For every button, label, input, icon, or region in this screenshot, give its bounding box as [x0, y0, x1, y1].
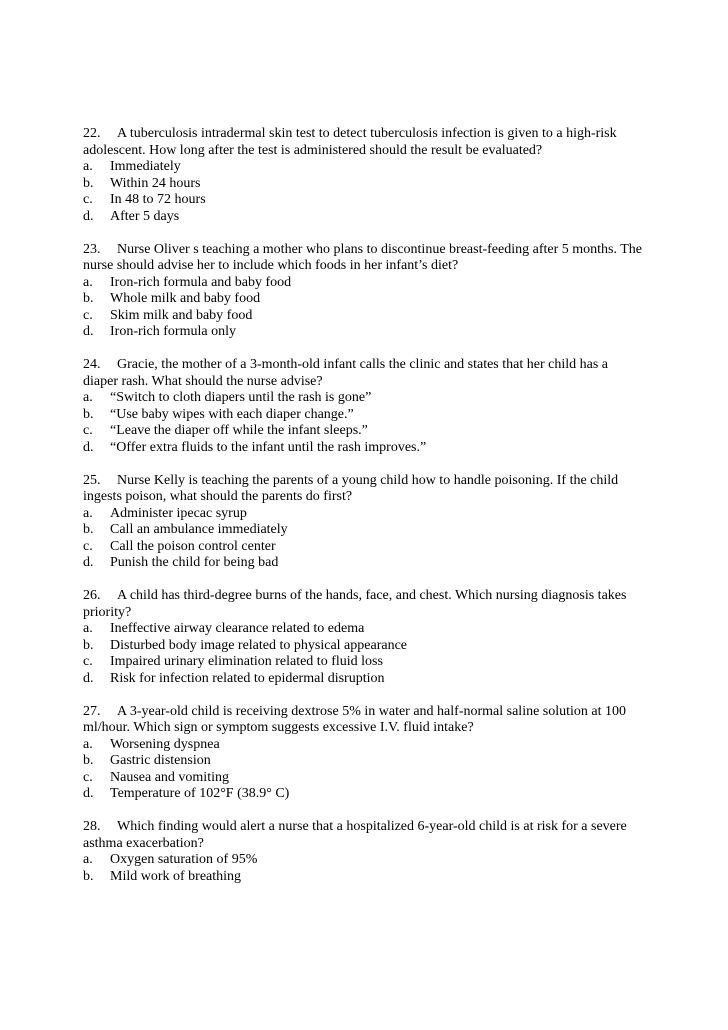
answer-option-a: [83, 159, 643, 176]
option-letter: d.: [83, 670, 94, 686]
question-stem: [83, 588, 643, 621]
option-text: Iron-rich formula only: [110, 324, 236, 339]
question-28: [83, 819, 643, 885]
option-letter: b.: [83, 406, 94, 422]
option-text: Temperature of 102°F (38.9° C): [110, 786, 290, 801]
answer-option-c: [83, 192, 643, 209]
question-text: Gracie, the mother of a 3-month-old infant calls the clinic and states that her child has a diaper rash. What should the nurse advise?: [83, 357, 608, 389]
question-number: 23.: [83, 241, 101, 257]
option-letter: a.: [83, 736, 93, 752]
answer-options: [83, 852, 643, 885]
option-letter: d.: [83, 786, 94, 801]
option-letter: b.: [83, 291, 94, 306]
option-text: Immediately: [110, 159, 181, 174]
question-stem: [83, 819, 643, 852]
option-text: Nausea and vomiting: [110, 769, 229, 785]
answer-option-a: [83, 737, 643, 754]
option-text: Worsening dyspnea: [110, 736, 220, 752]
option-letter: d.: [83, 324, 94, 339]
answer-options: [83, 390, 643, 456]
answer-options: [83, 737, 643, 803]
answer-option-a: [83, 506, 643, 523]
option-text: “Switch to cloth diapers until the rash is gone”: [110, 390, 372, 405]
question-text: A 3-year-old child is receiving dextrose 5% in water and half-normal saline solution at 100 ml/hour. Which sign or symptom suggests excessive I.V. fluid intake?: [83, 703, 627, 735]
option-letter: d.: [83, 208, 94, 224]
answer-option-a: [83, 390, 643, 407]
question-number: 22.: [83, 126, 101, 141]
answer-option-b: [83, 638, 643, 655]
answer-option-d: [83, 440, 643, 457]
option-text: Gastric distension: [110, 753, 211, 768]
answer-options: [83, 159, 643, 225]
question-stem: [83, 704, 643, 737]
option-text: Skim milk and baby food: [110, 307, 253, 323]
option-letter: c.: [83, 769, 93, 785]
answer-options: [83, 275, 643, 341]
question-25: [83, 473, 643, 572]
answer-option-d: [83, 555, 643, 572]
answer-option-c: [83, 770, 643, 787]
question-text: Which finding would alert a nurse that a hospitalized 6-year-old child is at risk for a severe asthma exacerbation?: [83, 819, 627, 851]
answer-option-b: [83, 869, 643, 886]
question-23: [83, 242, 643, 341]
option-letter: a.: [83, 274, 93, 290]
option-letter: a.: [83, 621, 93, 636]
option-letter: d.: [83, 439, 94, 455]
option-letter: c.: [83, 192, 93, 207]
option-text: “Use baby wipes with each diaper change.”: [110, 406, 354, 422]
option-text: “Leave the diaper off while the infant sleeps.”: [110, 423, 368, 438]
option-text: Mild work of breathing: [110, 868, 242, 884]
question-number: 25.: [83, 472, 101, 488]
option-text: Call an ambulance immediately: [110, 522, 288, 537]
option-text: Punish the child for being bad: [110, 555, 279, 570]
question-text: Nurse Oliver s teaching a mother who plans to discontinue breast-feeding after 5 months. The nurse should advise her to include which foods in her infant’s diet?: [83, 241, 642, 273]
option-letter: d.: [83, 555, 94, 570]
answer-option-c: [83, 308, 643, 325]
answer-option-b: [83, 407, 643, 424]
option-letter: b.: [83, 868, 94, 884]
question-stem: [83, 473, 643, 506]
question-27: [83, 704, 643, 803]
option-text: After 5 days: [110, 208, 180, 224]
question-number: 24.: [83, 357, 101, 372]
answer-option-a: [83, 621, 643, 638]
option-text: Within 24 hours: [110, 175, 201, 191]
answer-option-d: [83, 671, 643, 688]
option-text: Call the poison control center: [110, 538, 276, 554]
option-text: “Offer extra fluids to the infant until the rash improves.”: [110, 439, 427, 455]
option-letter: c.: [83, 307, 93, 323]
question-text: A tuberculosis intradermal skin test to detect tuberculosis infection is given to a high-risk adolescent. How long after the test is administered should the result be evaluated?: [83, 126, 617, 158]
option-letter: b.: [83, 175, 94, 191]
option-letter: a.: [83, 505, 93, 521]
answer-option-b: [83, 291, 643, 308]
answer-option-a: [83, 852, 643, 869]
option-text: Administer ipecac syrup: [110, 505, 247, 521]
question-24: [83, 357, 643, 456]
answer-option-c: [83, 539, 643, 556]
question-number: 27.: [83, 703, 101, 719]
question-26: [83, 588, 643, 687]
option-text: Risk for infection related to epidermal disruption: [110, 670, 385, 686]
option-letter: b.: [83, 522, 94, 537]
question-text: A child has third-degree burns of the hands, face, and chest. Which nursing diagnosis takes priority?: [83, 588, 627, 620]
question-stem: [83, 242, 643, 275]
option-text: Ineffective airway clearance related to edema: [110, 621, 365, 636]
question-stem: [83, 126, 643, 159]
answer-option-d: [83, 786, 643, 803]
question-22: [83, 126, 643, 225]
question-text: Nurse Kelly is teaching the parents of a young child how to handle poisoning. If the child ingests poison, what should the parents do first?: [83, 472, 619, 504]
option-letter: c.: [83, 538, 93, 554]
answer-options: [83, 506, 643, 572]
option-letter: a.: [83, 390, 93, 405]
document-page: [83, 126, 643, 902]
option-letter: b.: [83, 753, 94, 768]
option-letter: c.: [83, 423, 93, 438]
option-text: Disturbed body image related to physical appearance: [110, 637, 407, 653]
answer-option-c: [83, 423, 643, 440]
question-number: 26.: [83, 588, 101, 603]
option-text: Oxygen saturation of 95%: [110, 852, 258, 867]
option-letter: b.: [83, 637, 94, 653]
answer-options: [83, 621, 643, 687]
answer-option-b: [83, 753, 643, 770]
option-letter: a.: [83, 159, 93, 174]
option-letter: c.: [83, 654, 93, 669]
answer-option-b: [83, 176, 643, 193]
option-text: Impaired urinary elimination related to fluid loss: [110, 654, 383, 669]
question-stem: [83, 357, 643, 390]
option-letter: a.: [83, 852, 93, 867]
option-text: In 48 to 72 hours: [110, 192, 206, 207]
option-text: Iron-rich formula and baby food: [110, 274, 292, 290]
answer-option-a: [83, 275, 643, 292]
option-text: Whole milk and baby food: [110, 291, 261, 306]
answer-option-d: [83, 209, 643, 226]
answer-option-c: [83, 654, 643, 671]
answer-option-d: [83, 324, 643, 341]
answer-option-b: [83, 522, 643, 539]
question-number: 28.: [83, 819, 101, 834]
